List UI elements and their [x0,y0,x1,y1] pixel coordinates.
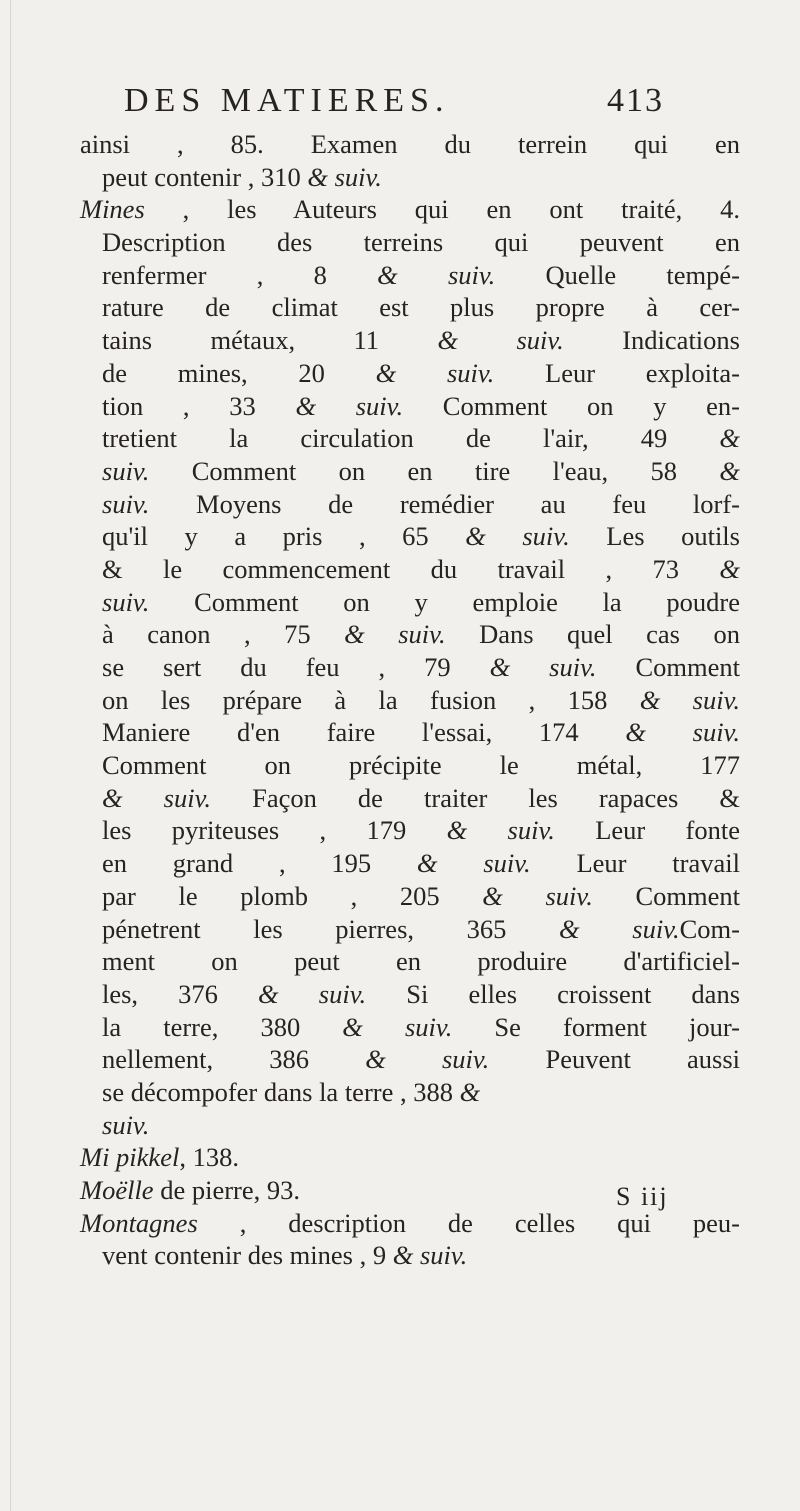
signature-mark: S iij [616,1182,669,1211]
index-line [80,553,740,586]
index-line [80,291,740,324]
index-line [80,1076,740,1109]
text-run: Comment on y emploie la poudre [149,586,740,617]
italic-text: suiv. [102,586,150,617]
index-line [80,259,740,292]
text-run: à canon , 75 [102,619,345,650]
index-line [80,422,740,455]
text-run: peut contenir , 310 [102,161,308,192]
text-run: Leur travail [530,848,740,879]
index-entries [80,128,740,1272]
text-run: , 138. [179,1142,239,1173]
text-run: tion , 33 [102,390,296,421]
text-run: Indications [563,325,740,356]
text-run: par le plomb , 205 [102,880,483,911]
text-run: en grand , 195 [102,848,417,879]
index-line [80,1109,740,1142]
index-line [80,390,740,423]
index-line [80,357,740,390]
text-run: Comment on précipite le métal, 177 [102,750,740,781]
index-line [80,488,740,521]
text-run: Moyens de remédier au feu lorf- [149,488,740,519]
text-run: se sert du feu , 79 [102,652,490,682]
index-line [80,782,740,815]
italic-text: & suiv. [102,782,212,813]
text-run: qu'il y a pris , 65 [102,521,466,552]
italic-text: & suiv. [482,880,593,911]
italic-text: & suiv. [365,1044,490,1075]
italic-text: & suiv. [258,978,367,1009]
text-run: , les Auteurs qui en ont traité, 4. [144,194,740,225]
index-line [80,651,740,684]
text-run: on les prépare à la fusion , 158 [102,684,640,715]
index-line [80,324,740,357]
text-run: Comment [592,880,740,911]
text-run: Façon de traiter les rapaces & [211,782,740,813]
index-line [80,1141,740,1174]
index-line [80,716,740,749]
index-line [80,1011,740,1044]
index-line [80,455,740,488]
index-line [80,847,740,880]
italic-text: & suiv. [437,325,564,356]
italic-text: & suiv. [639,684,740,715]
text-run: Description des terreins qui peuvent en [102,227,740,258]
text-run: Peuvent aussi [489,1044,740,1075]
index-line [80,684,740,717]
italic-text: Moëlle [80,1175,154,1205]
italic-text: & suiv. [416,848,531,879]
italic-text: & suiv. [465,521,570,552]
text-run: tains métaux, 11 [102,325,438,356]
text-run: & le commencement du travail , 73 [102,553,720,584]
text-run: Leur exploita- [494,357,740,388]
text-run: Comment [596,652,740,682]
index-line [80,880,740,913]
index-line [80,814,740,847]
text-run: rature de climat est plus propre à cer- [102,292,740,323]
text-run: Maniere d'en faire l'essai, 174 [102,717,626,748]
italic-text: & [719,455,740,486]
italic-text: & [459,1076,481,1107]
index-line [80,945,740,978]
text-run: renfermer , 8 [102,259,378,290]
text-run: Leur fonte [554,815,740,846]
text-run: , description de celles qui peu- [197,1207,740,1238]
index-line [80,1239,740,1272]
italic-text: Mi pikkel [80,1142,180,1173]
text-run: les, 376 [102,978,259,1009]
page-number: 413 [607,82,664,119]
italic-text: & [719,423,740,454]
italic-text: & suiv. [392,1240,468,1271]
italic-text: suiv. [102,455,150,486]
page-edge [10,0,11,1511]
italic-text: & suiv. [375,357,495,388]
italic-text: & suiv. [342,1011,453,1042]
text-run: Se forment jour- [452,1011,740,1042]
index-line [80,978,740,1011]
text-run: de mines, 20 [102,357,376,388]
text-run: Si elles croissent dans [366,978,741,1009]
italic-text: & suiv. [377,259,496,290]
italic-text: & suiv. [446,815,555,846]
italic-text: suiv. [102,1109,150,1140]
text-run: vent contenir des mines , 9 [102,1240,393,1271]
text-run: la terre, 380 [102,1011,343,1042]
italic-text: & suiv. [489,652,597,682]
index-line [80,586,740,619]
index-line [80,1043,740,1076]
text-run: tretient la circulation de l'air, 49 [102,423,720,454]
italic-text: & [719,553,740,584]
index-line [80,128,740,161]
text-run: ainsi , 85. Examen du terrein qui en [80,129,740,159]
text-run: se décompofer dans la terre , 388 [102,1076,460,1107]
text-run: Dans quel cas on [445,619,740,650]
italic-text: Montagnes [80,1207,198,1238]
index-line [80,913,740,946]
italic-text: & suiv. [307,161,382,192]
italic-text: & suiv. [625,717,740,748]
text-run: Comment on en tire l'eau, 58 [149,455,720,486]
italic-text: & suiv. [559,913,680,944]
index-line [80,161,740,194]
text-run: Comment on y en- [403,390,740,421]
text-run: ment on peut en produire d'artificiel- [102,946,740,977]
italic-text: Mines [80,194,145,225]
index-line [80,618,740,651]
text-run: de pierre, 93. [153,1175,301,1205]
index-line [80,193,740,226]
text-run: pénetrent les pierres, 365 [102,913,560,944]
italic-text: & suiv. [344,619,446,650]
italic-text: suiv. [102,488,150,519]
index-line [80,749,740,782]
index-line [80,226,740,259]
text-run: Com- [679,913,740,944]
running-header [124,82,664,132]
text-run: nellement, 386 [102,1044,366,1075]
header-title: DES MATIERES. [124,82,450,119]
text-run: les pyriteuses , 179 [102,815,447,846]
text-run: Les outils [569,521,740,552]
index-line [80,520,740,553]
text-run: Quelle tempé- [495,259,741,290]
italic-text: & suiv. [295,390,404,421]
